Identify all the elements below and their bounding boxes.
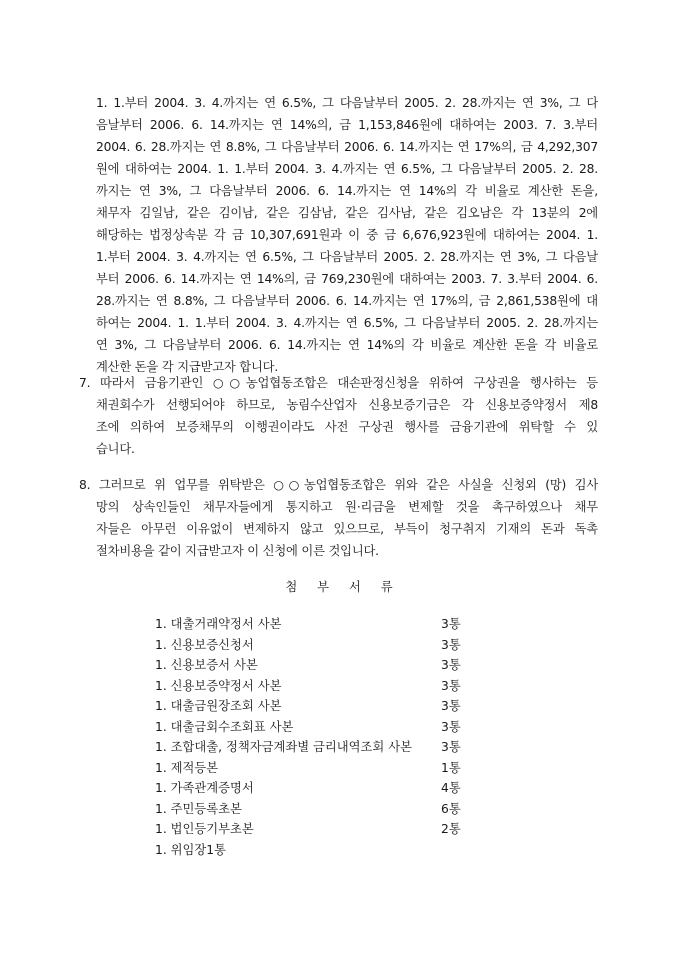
attachment-count: 3통: [441, 740, 461, 754]
attachment-name: 1. 조합대출, 정책자금계좌별 금리내역조회 사본: [155, 740, 412, 754]
text-line: 원에 대하여는 2004. 1. 1.부터 2004. 3. 4.까지는 연 6.5%, 그 다음날부터 2005. 2. 28.: [96, 162, 598, 176]
item-7-paragraph: [79, 372, 598, 460]
text-line: 1.부터 2004. 3. 4.까지는 연 6.5%, 그 다음날부터 2005. 2. 28.까지는 연 3%, 그 다음날: [96, 250, 598, 264]
attachment-name: 1. 대출금원장조회 사본: [155, 699, 282, 713]
attachment-item: [155, 799, 475, 820]
attachment-name: 1. 가족관계증명서: [155, 781, 254, 795]
attachment-name: 1. 신용보증서 사본: [155, 658, 258, 672]
text-line: 조에 의하여 보증채무의 이행권이라도 사전 구상권 행사를 금융기관에 위탁할 수 있: [96, 420, 598, 434]
attachment-item: [155, 696, 475, 717]
text-line: 절차비용을 같이 지급받고자 이 신청에 이른 것입니다.: [96, 544, 379, 558]
text-line: 연 3%, 그 다음날부터 2006. 6. 14.까지는 연 14%의 각 비율로 계산한 돈을 각 비율로: [96, 338, 598, 352]
paragraph-continuation: [96, 92, 598, 378]
text-line: 8. 그러므로 위 업무를 위탁받은 ○○농업협동조합은 위와 같은 사실을 신청외 (망) 김사: [79, 478, 598, 492]
text-line: 2004. 6. 28.까지는 연 8.8%, 그 다음날부터 2006. 6. 14.까지는 연 17%의, 금 4,292,307: [96, 140, 598, 154]
text-line: 부터 2006. 6. 14.까지는 연 14%의, 금 769,230원에 대하여는 2003. 7. 3.부터 2004. 6.: [96, 272, 598, 286]
attachment-item: [155, 737, 475, 758]
attachment-item: [155, 676, 475, 697]
attachment-item: [155, 778, 475, 799]
attachment-count: 4통: [441, 781, 461, 795]
text-line: 해당하는 법정상속분 각 금 10,307,691원과 이 중 금 6,676,923원에 대하여는 2004. 1.: [96, 228, 598, 242]
attachment-name: 1. 법인등기부초본: [155, 822, 254, 836]
attachment-name: 1. 제적등본: [155, 760, 219, 775]
attachment-item: [155, 717, 475, 738]
text-line: 채무자 김일남, 같은 김이남, 같은 김삼남, 같은 김사남, 같은 김오남은 각 13분의 2에: [96, 206, 598, 220]
text-line: 7. 따라서 금융기관인 ○○농업협동조합은 대손판정신청을 위하여 구상권을 행사하는 등: [79, 376, 598, 390]
attachment-count: 3통: [441, 719, 461, 734]
attachment-count: 3통: [441, 658, 461, 672]
text-line: 까지는 연 3%, 그 다음날부터 2006. 6. 14.까지는 연 14%의 각 비율로 계산한 돈을,: [96, 184, 598, 198]
text-line: 28.까지는 연 8.8%, 그 다음날부터 2006. 6. 14.까지는 연 17%의, 금 2,861,538원에 대: [96, 294, 598, 308]
text-line: 습니다.: [96, 442, 135, 456]
attachment-item: [155, 635, 475, 656]
attachment-count: 3통: [441, 637, 461, 652]
attachment-item: [155, 614, 475, 635]
attachment-name: 1. 주민등록초본: [155, 801, 242, 816]
attachment-name: 1. 신용보증약정서 사본: [155, 678, 282, 693]
text-line: 자들은 아무런 이유없이 변제하지 않고 있으므로, 부득이 청구취지 기재의 돈과 독촉: [96, 522, 598, 536]
attachment-count: 3통: [441, 617, 461, 631]
attachment-item: [155, 758, 475, 779]
text-line: 1. 1.부터 2004. 3. 4.까지는 연 6.5%, 그 다음날부터 2005. 2. 28.까지는 연 3%, 그 다: [96, 96, 598, 110]
attachment-name: 1. 위임장1통: [155, 842, 226, 857]
attachment-item: [155, 819, 475, 840]
text-line: 하여는 2004. 1. 1.부터 2004. 3. 4.까지는 연 6.5%, 그 다음날부터 2005. 2. 28.까지는: [96, 316, 598, 330]
attachment-count: 3통: [441, 699, 461, 713]
attachment-name: 1. 대출금회수조회표 사본: [155, 719, 294, 734]
attachment-count: 2통: [441, 822, 461, 836]
attachments-list: [155, 614, 475, 860]
text-line: 망의 상속인들인 채무자들에게 통지하고 원·리금을 변제할 것을 촉구하였으나 채무: [96, 500, 598, 514]
text-line: 채권회수가 선행되어야 하므로, 농림수산업자 신용보증기금은 각 신용보증약정서 제8: [96, 398, 598, 412]
attachment-item: [155, 655, 475, 676]
attachment-count: 1통: [441, 760, 461, 775]
attachment-count: 6통: [441, 801, 461, 816]
item-8-paragraph: [79, 474, 598, 562]
attachment-item: [155, 840, 475, 861]
attachments-title: 첨 부 서 류: [285, 580, 395, 594]
attachment-name: 1. 대출거래약정서 사본: [155, 617, 282, 631]
text-line: 음날부터 2006. 6. 14.까지는 연 14%의, 금 1,153,846원에 대하여는 2003. 7. 3.부터: [96, 118, 598, 132]
attachment-count: 3통: [441, 678, 461, 693]
attachment-name: 1. 신용보증신청서: [155, 637, 254, 652]
text-line: 계산한 돈을 각 지급받고자 합니다.: [96, 360, 279, 374]
